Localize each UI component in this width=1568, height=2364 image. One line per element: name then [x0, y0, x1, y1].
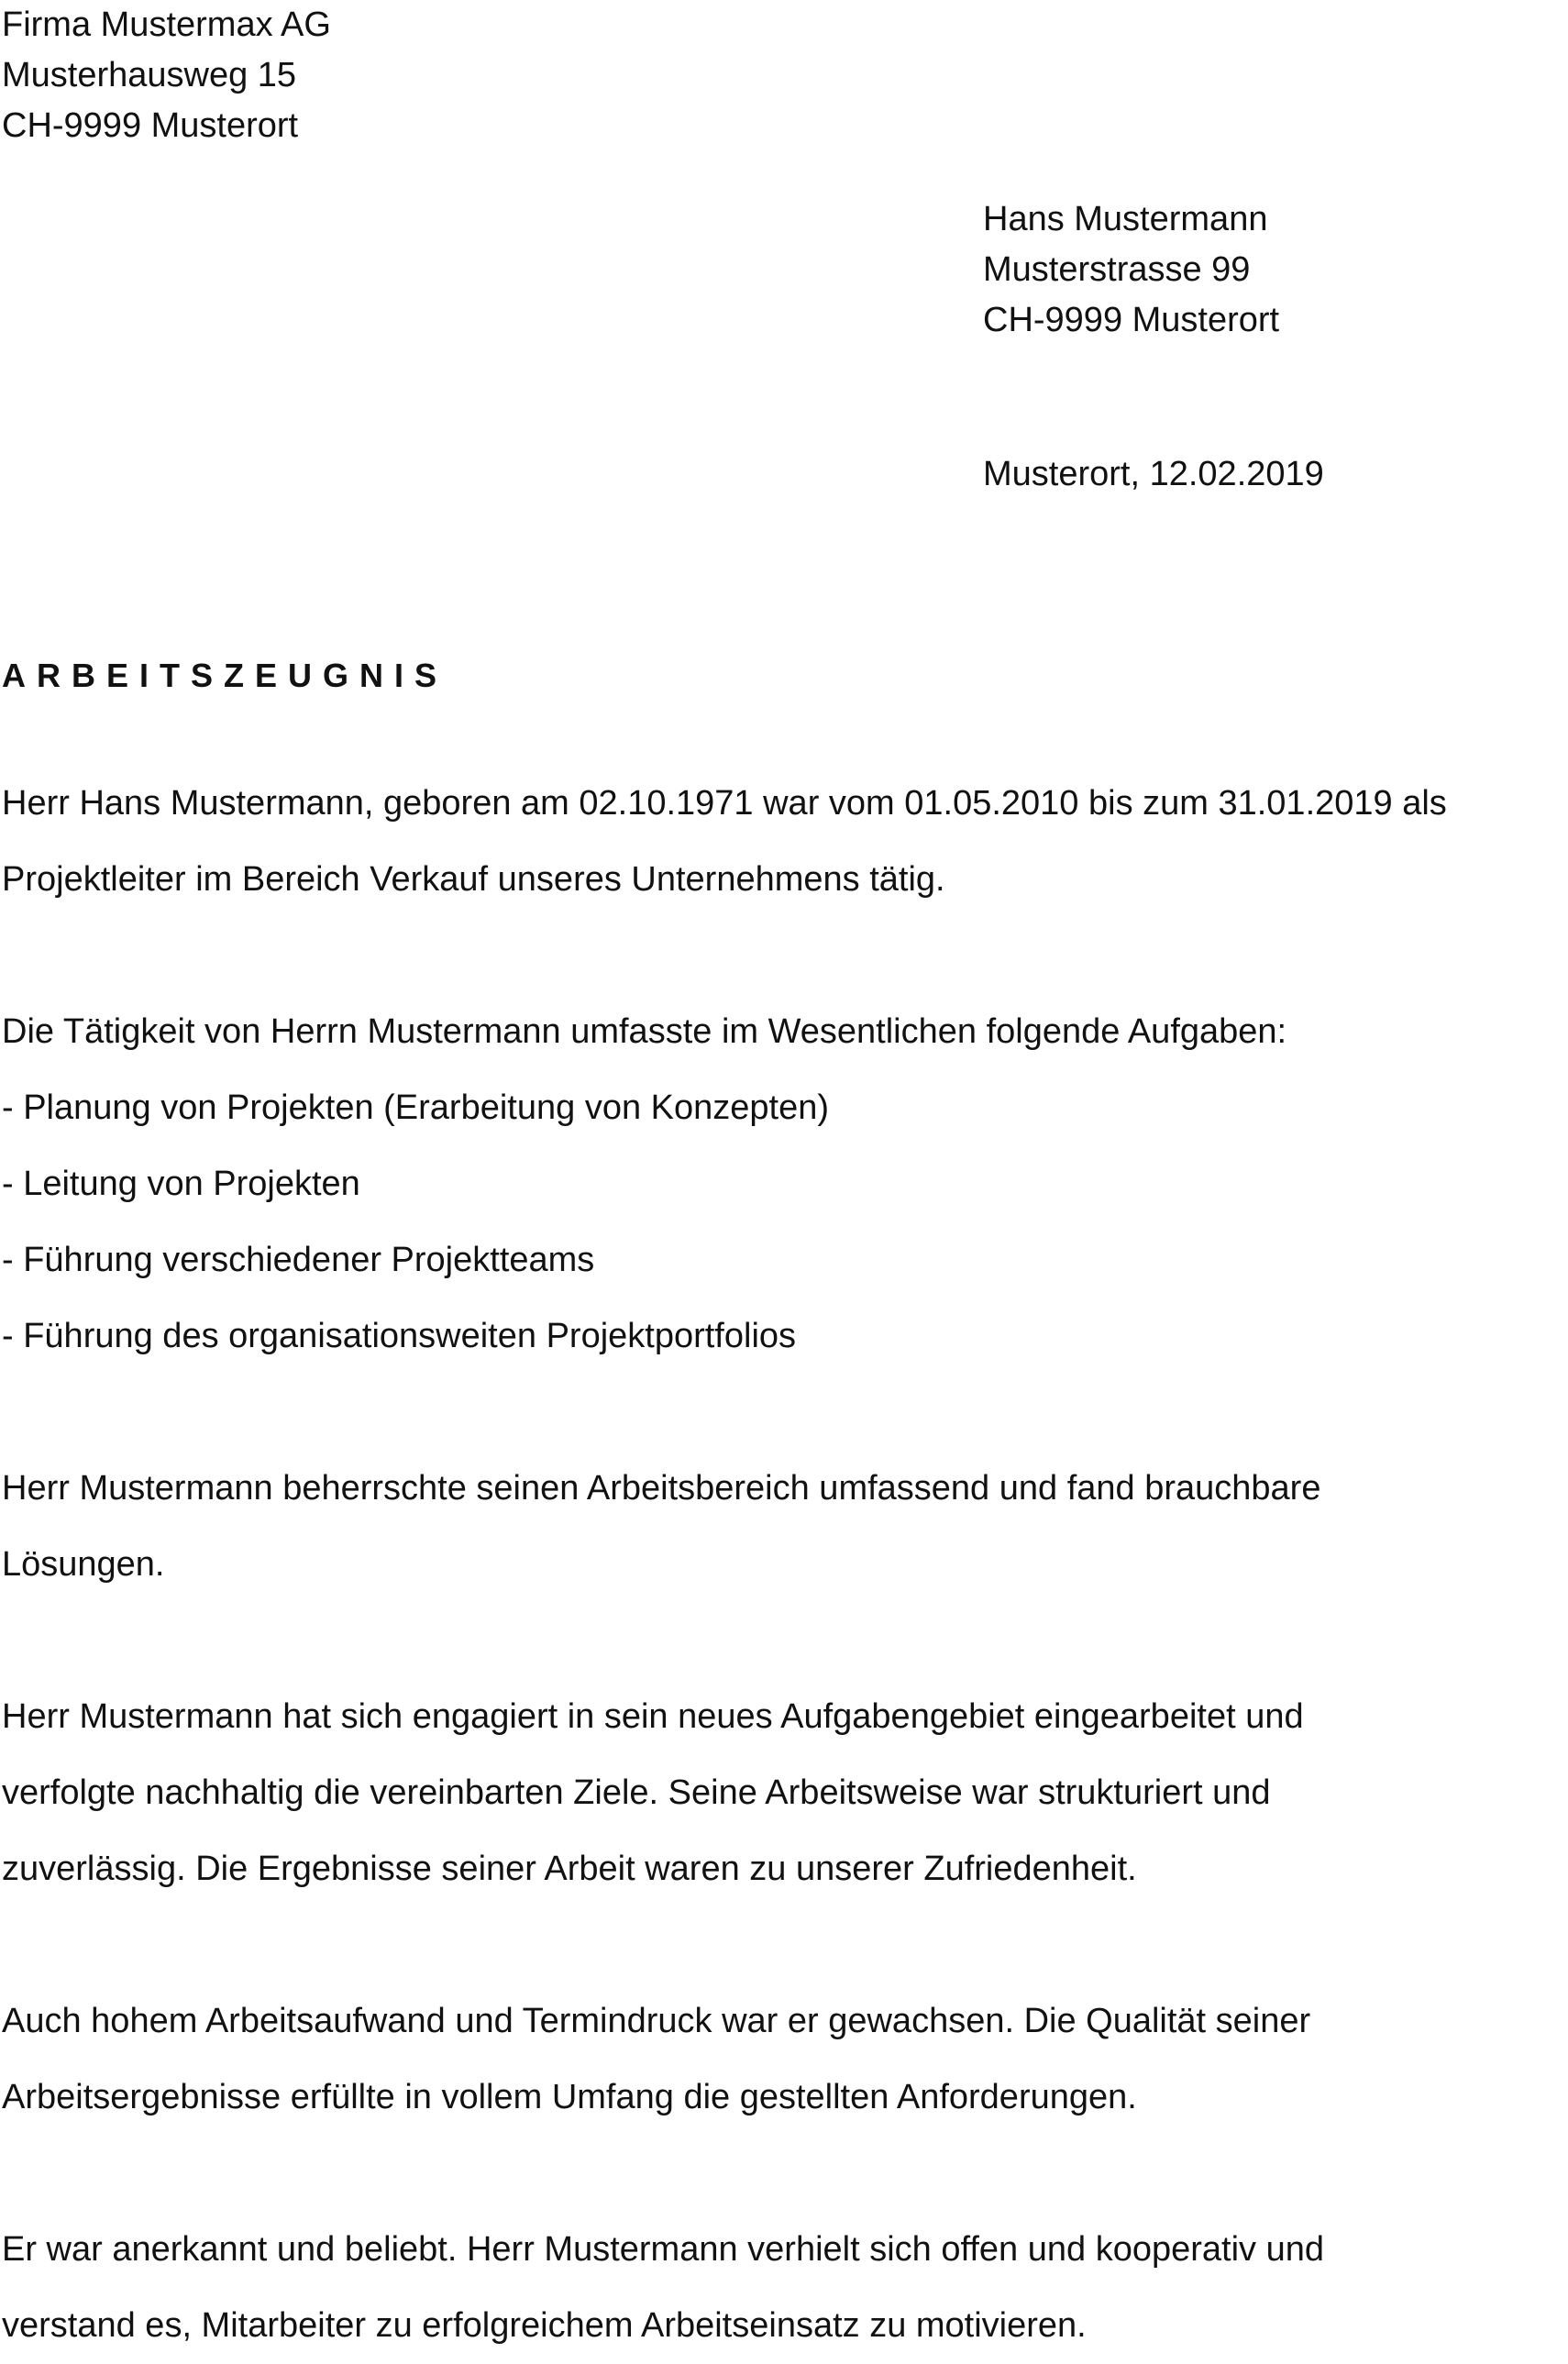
paragraph-line: Auch hohem Arbeitsaufwand und Termindruck war er gewachsen. Die Qualität seiner	[2, 2002, 1311, 2040]
paragraph-line: Projektleiter im Bereich Verkauf unseres Unternehmens tätig.	[2, 860, 945, 899]
paragraph-line: Er war anerkannt und beliebt. Herr Mustermann verhielt sich offen und kooperativ und	[2, 2230, 1324, 2269]
task-item: - Leitung von Projekten	[2, 1165, 360, 1203]
task-item: - Führung des organisationsweiten Projektportfolios	[2, 1317, 797, 1355]
paragraph-workload	[2, 1983, 1566, 2136]
paragraph-line: Herr Mustermann beherrschte seinen Arbeitsbereich umfassend und fand brauchbare	[2, 1469, 1321, 1508]
place-and-date	[983, 449, 1324, 500]
recipient-address	[983, 194, 1279, 346]
paragraph-behavior	[2, 2212, 1566, 2364]
sender-street: Musterhausweg 15	[2, 56, 297, 94]
paragraph-line: Arbeitsergebnisse erfüllte in vollem Umfang die gestellten Anforderungen.	[2, 2078, 1137, 2116]
sender-address	[2, 0, 331, 151]
sender-city: CH-9999 Musterort	[2, 106, 299, 145]
paragraph-tasks	[2, 994, 1566, 1375]
sender-company: Firma Mustermax AG	[2, 6, 331, 44]
date-line: Musterort, 12.02.2019	[983, 455, 1324, 493]
paragraph-line: Herr Hans Mustermann, geboren am 02.10.1971 war vom 01.05.2010 bis zum 31.01.2019 als	[2, 784, 1447, 823]
paragraph-line: verfolgte nachhaltig die vereinbarten Ziele. Seine Arbeitsweise war strukturiert und	[2, 1773, 1271, 1812]
paragraph-line: verstand es, Mitarbeiter zu erfolgreichem Arbeitseinsatz zu motivieren.	[2, 2306, 1087, 2345]
paragraph-line: zuverlässig. Die Ergebnisse seiner Arbeit waren zu unserer Zufriedenheit.	[2, 1850, 1137, 1888]
paragraph-intro	[2, 766, 1566, 918]
recipient-street: Musterstrasse 99	[983, 250, 1251, 289]
paragraph-competence	[2, 1451, 1566, 1603]
document-title: ARBEITSZEUGNIS	[2, 657, 448, 694]
paragraph-engagement	[2, 1679, 1566, 1907]
tasks-intro: Die Tätigkeit von Herrn Mustermann umfasste im Wesentlichen folgende Aufgaben:	[2, 1012, 1287, 1051]
task-item: - Führung verschiedener Projektteams	[2, 1241, 595, 1279]
paragraph-line: Herr Mustermann hat sich engagiert in sein neues Aufgabengebiet eingearbeitet und	[2, 1697, 1304, 1736]
recipient-city: CH-9999 Musterort	[983, 301, 1280, 339]
recipient-name: Hans Mustermann	[983, 200, 1268, 238]
task-item: - Planung von Projekten (Erarbeitung von Konzepten)	[2, 1088, 829, 1127]
paragraph-line: Lösungen.	[2, 1545, 165, 1584]
